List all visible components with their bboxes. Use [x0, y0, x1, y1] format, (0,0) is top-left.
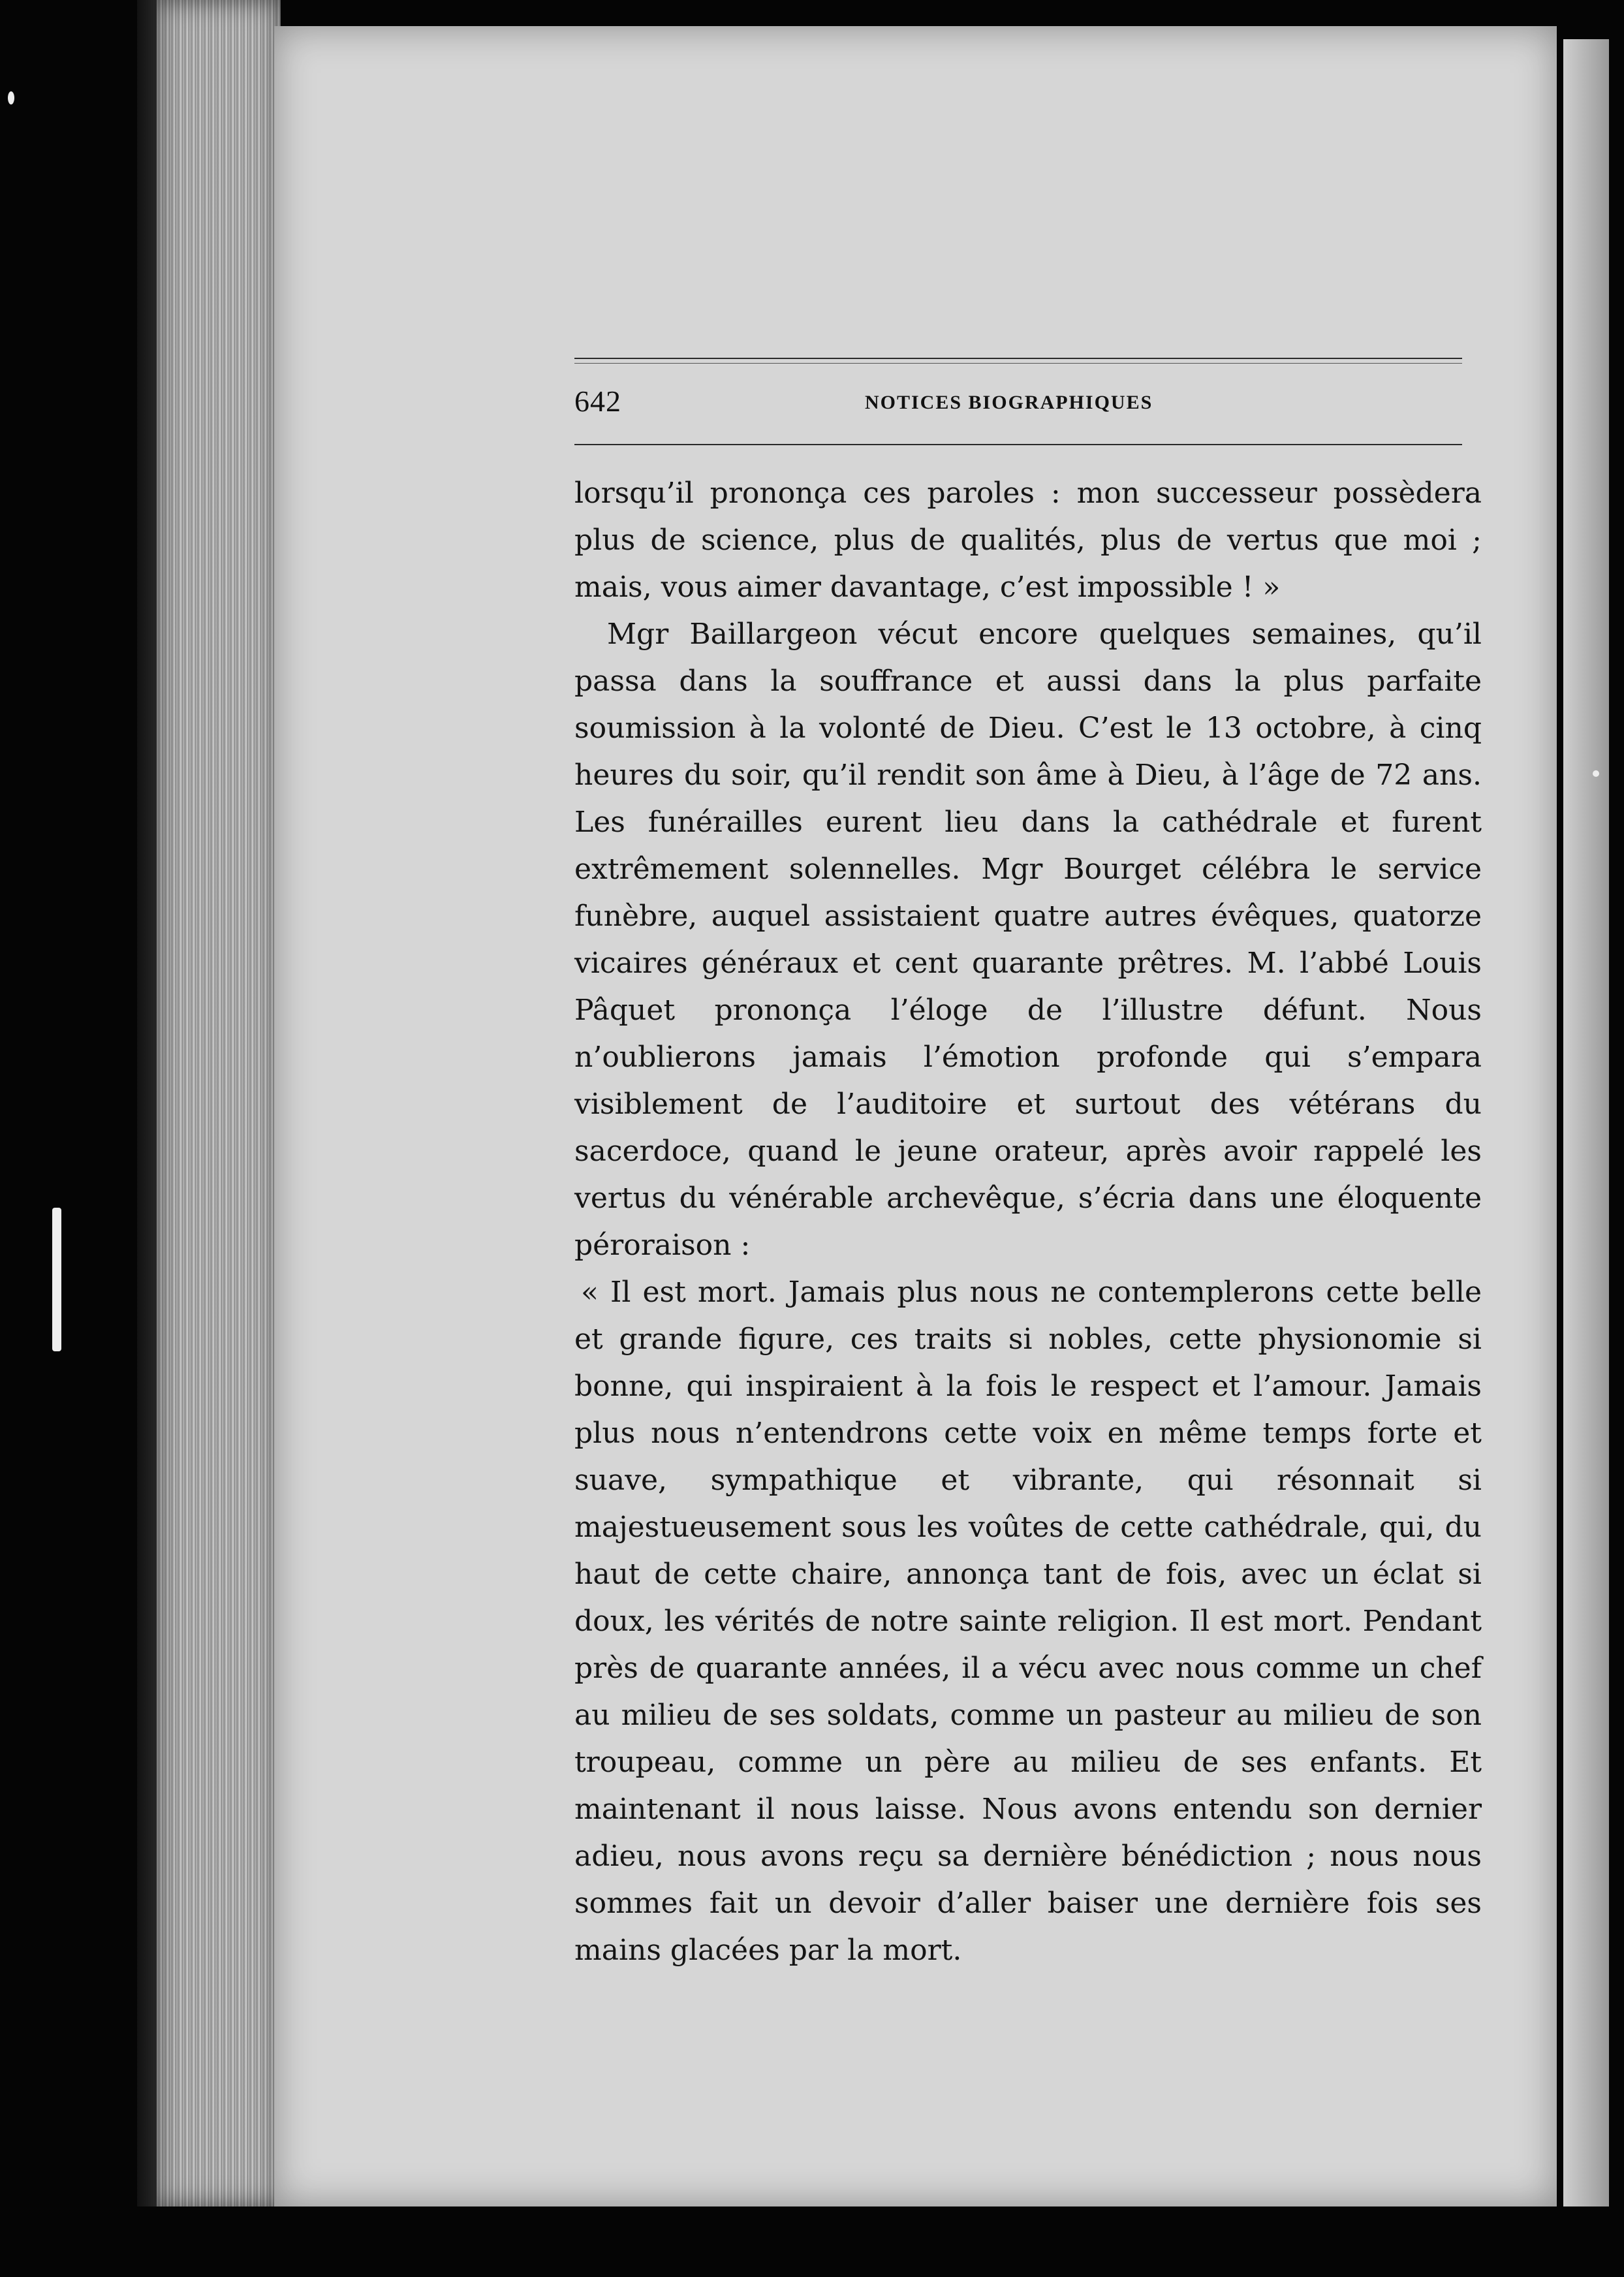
paragraph-continuation: lorsqu’il prononça ces paroles : mon successeur possèdera plus de science, plus de qualités, plus de vertus que moi ; mais, vous aimer davantage, c’est impossible ! » [574, 477, 1482, 604]
header-rule-top [574, 358, 1462, 359]
page-edges [157, 0, 281, 2206]
scan-speck [8, 91, 14, 104]
scan-speck [1593, 770, 1599, 777]
header-rule-top-thin [574, 363, 1462, 364]
facing-page-edge [1563, 39, 1609, 2206]
running-head: NOTICES BIOGRAPHIQUES [865, 392, 1153, 413]
paragraph-funeral: Mgr Baillargeon vécut encore quelques semaines, qu’il passa dans la souffrance et aussi dans la plus parfaite soumission à la volonté de Dieu. C’est le 13 octobre, à cinq heures du soir, qu’il rendit son âme à Dieu, à l’âge de 72 ans. Les funérailles eurent lieu dans la cathédrale et furent extrêmement solennelles. Mgr Bourget célébra le service funèbre, auquel assistaient quatre autres évêques, quatorze vicaires généraux et cent quarante prêtres. M. l’abbé Louis Pâquet prononça l’éloge de l’illustre défunt. Nous n’oublierons jamais l’émotion profonde qui s’empara visiblement de l’auditoire et surtout des vétérans du sacerdoce, quand le jeune orateur, après avoir rappelé les vertus du vénérable archevêque, s’écria dans une éloquente péroraison : [574, 618, 1482, 1262]
body-text [574, 470, 1482, 1974]
page-header [574, 384, 1462, 423]
scan-bottom-border [0, 2206, 1624, 2277]
header-rule-bottom [574, 444, 1462, 445]
paragraph-eulogy-quote: « Il est mort. Jamais plus nous ne contemplerons cette belle et grande figure, ces traits si nobles, cette physionomie si bonne, qui inspiraient à la fois le respect et l’amour. Jamais plus nous n’entendrons cette voix en même temps forte et suave, sympathique et vibrante, qui résonnait si majestueusement sous les voûtes de cette cathédrale, qui, du haut de cette chaire, annonça tant de fois, avec un éclat si doux, les vérités de notre sainte religion. Il est mort. Pendant près de quarante années, il a vécu avec nous comme un chef au milieu de ses soldats, comme un pasteur au milieu de son troupeau, comme un père au milieu de ses enfants. Et maintenant il nous laisse. Nous avons entendu son dernier adieu, nous avons reçu sa dernière bénédiction ; nous nous sommes fait un devoir d’aller baiser une dernière fois ses mains glacées par la mort. [574, 1276, 1482, 1967]
page-number: 642 [574, 385, 621, 418]
scan-speck [52, 1208, 61, 1351]
